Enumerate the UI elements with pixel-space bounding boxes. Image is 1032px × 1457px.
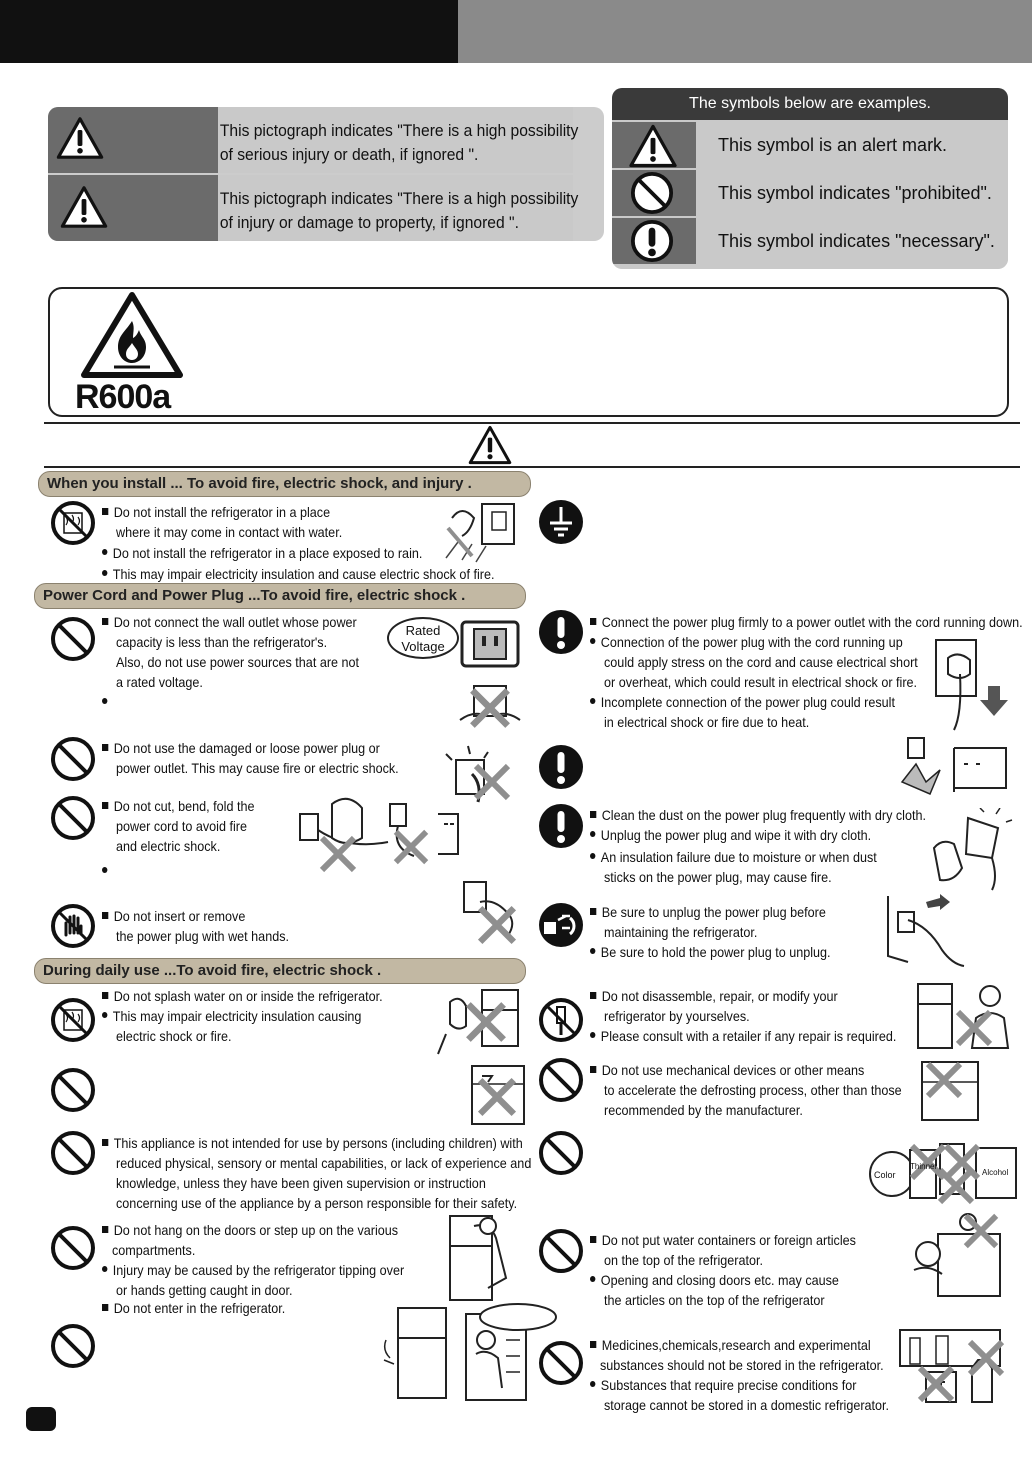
daily-item3-line4: concerning use of the appliance by a person responsible for their safety. xyxy=(116,1195,518,1211)
divider-bottom xyxy=(44,466,1020,468)
install-item-line1: Do not install the refrigerator in a place xyxy=(102,502,330,522)
daily-item3-line2: reduced physical, sensory or mental capabilities, or lack of experience and xyxy=(116,1155,532,1171)
legend-row-caution xyxy=(48,175,604,241)
rated-voltage-callout xyxy=(387,617,459,659)
necessary-icon xyxy=(538,803,584,849)
alert-icon xyxy=(628,124,678,168)
defrost-line1: Do not use mechanical devices or other means xyxy=(590,1060,864,1080)
medicines-illustration xyxy=(896,1326,1008,1408)
symbol-examples-header: The symbols below are examples. xyxy=(612,88,1008,120)
splash-water-illustration xyxy=(436,984,526,1058)
medicines-line3: Substances that require precise conditions for xyxy=(590,1375,856,1395)
repair-line3: Please consult with a retailer if any repair is required. xyxy=(590,1026,896,1046)
wet-hand-plug-illustration xyxy=(460,878,522,948)
medicines-line1: Medicines,chemicals,research and experimental xyxy=(590,1335,871,1355)
install-item-line2: where it may come in contact with water. xyxy=(116,524,343,540)
defrost-line3: recommended by the manufacturer. xyxy=(604,1102,803,1118)
page-number-tab xyxy=(26,1407,56,1431)
power-item3-bullet xyxy=(102,861,113,881)
section-power-heading: Power Cord and Power Plug ...To avoid fire, electric shock . xyxy=(34,583,526,609)
necessary-icon xyxy=(538,609,584,655)
power-item3-line3: and electric shock. xyxy=(116,838,221,854)
plug-connect-line2: Connection of the power plug with the cord running up xyxy=(590,632,903,652)
power-item3-line2: power cord to avoid fire xyxy=(116,818,247,834)
refrigerant-notice-box xyxy=(48,287,1009,417)
power-item2-line2: power outlet. This may cause fire or electric shock. xyxy=(116,760,399,776)
daily-item4-line4: or hands getting caught in door. xyxy=(116,1282,293,1298)
medicines-line2: substances should not be stored in the refrigerator. xyxy=(600,1357,884,1373)
warning-section-icon xyxy=(468,425,512,465)
appliance-in-fridge-illustration xyxy=(468,1062,528,1128)
daily-item1-line2: This may impair electricity insulation causing xyxy=(102,1006,361,1026)
power-item1-line1: Do not connect the wall outlet whose power xyxy=(102,612,357,632)
symbol-row-prohibited xyxy=(612,170,1008,216)
power-item4-line2: the power plug with wet hands. xyxy=(116,928,290,944)
warning-triangle-icon xyxy=(56,116,104,160)
power-item4-line1: Do not insert or remove xyxy=(102,906,245,926)
unplug-line1: Be sure to unplug the power plug before xyxy=(590,902,826,922)
plug-connect-line6: in electrical shock or fire due to heat. xyxy=(604,714,810,730)
flammable-warning-icon xyxy=(80,291,184,379)
section-install-heading: When you install ... To avoid fire, electric shock, and injury . xyxy=(38,471,531,497)
rated-label-line1: Rated xyxy=(405,623,441,638)
wall-outlet-illustration xyxy=(460,620,520,668)
defrost-device-illustration xyxy=(918,1058,982,1124)
hanging-on-door-illustration xyxy=(444,1212,524,1302)
repair-illustration xyxy=(912,978,1016,1052)
cleaning-plug-illustration xyxy=(928,808,1014,892)
symbol-prohibited-text: This symbol indicates "prohibited". xyxy=(696,170,1008,216)
prohibited-icon xyxy=(538,1340,584,1386)
prohibited-icon xyxy=(50,1225,96,1271)
prohibited-icon xyxy=(50,1323,96,1369)
divider-top xyxy=(44,422,1020,424)
unplug-line3: Be sure to hold the power plug to unplug. xyxy=(590,942,831,962)
prohibited-icon xyxy=(50,616,96,662)
unplug-line2: maintaining the refrigerator. xyxy=(604,924,758,940)
plug-clean-line4: sticks on the power plug, may cause fire. xyxy=(604,869,832,885)
plug-clean-line2: Unplug the power plug and wipe it with dry cloth. xyxy=(590,825,871,845)
symbol-necessary-text: This symbol indicates "necessary". xyxy=(696,218,1008,264)
top-items-line2: on the top of the refrigerator. xyxy=(604,1252,764,1268)
top-items-line4: the articles on the top of the refrigerator xyxy=(604,1292,825,1308)
multi-plug-illustration xyxy=(458,680,522,734)
plug-clean-line3: An insulation failure due to moisture or when dust xyxy=(590,847,877,867)
power-item1-bullet xyxy=(102,692,113,712)
repair-line1: Do not disassemble, repair, or modify your xyxy=(590,986,838,1006)
product-label-color: Color xyxy=(874,1170,896,1180)
prohibited-icon xyxy=(538,1228,584,1274)
plug-cord-down-illustration xyxy=(930,632,1010,732)
necessary-icon xyxy=(538,744,584,790)
legend-row-warning xyxy=(48,107,604,173)
repair-line2: refrigerator by yourselves. xyxy=(604,1008,750,1024)
rain-outlet-illustration xyxy=(442,498,522,566)
install-item-line3: Do not install the refrigerator in a place exposed to rain. xyxy=(102,543,422,563)
power-item1-line2: capacity is less than the refrigerator's. xyxy=(116,634,328,650)
plug-connect-line5: Incomplete connection of the power plug could result xyxy=(590,692,895,712)
prohibited-icon xyxy=(50,795,96,841)
no-wet-hands-icon xyxy=(50,903,96,949)
rated-label-line2: Voltage xyxy=(401,639,445,654)
caution-triangle-icon xyxy=(60,185,108,229)
unplug-icon xyxy=(538,902,584,948)
items-on-top-illustration xyxy=(904,1208,1010,1298)
symbol-row-necessary xyxy=(612,218,1008,264)
section-daily-heading: During daily use ...To avoid fire, electric shock . xyxy=(34,958,526,984)
power-item1-line3: Also, do not use power sources that are not xyxy=(116,654,360,670)
no-water-icon xyxy=(50,500,96,546)
necessary-icon xyxy=(630,219,674,263)
prohibited-icon xyxy=(630,171,674,215)
legend-caution-line2: of injury or damage to property, if ignored ". xyxy=(219,213,519,232)
legend-warning-line2: of serious injury or death, if ignored ". xyxy=(219,145,479,164)
daily-item4-line3: Injury may be caused by the refrigerator tipping over xyxy=(102,1260,404,1280)
power-item1-line4: a rated voltage. xyxy=(116,674,203,690)
symbol-examples xyxy=(612,88,1008,269)
power-item2-line1: Do not use the damaged or loose power plug or xyxy=(102,738,380,758)
daily-item4-line5: Do not enter in the refrigerator. xyxy=(102,1298,285,1318)
plug-connect-line4: or overheat, which could result in electrical shock or fire. xyxy=(604,674,918,690)
header-bar-dark xyxy=(0,0,458,63)
speech-balloon xyxy=(478,1302,558,1332)
symbol-row-alert xyxy=(612,122,1008,168)
product-label-alcohol: Alcohol xyxy=(982,1168,1009,1177)
daily-item4-line2: compartments. xyxy=(112,1242,196,1258)
product-label-thinner: Thinner xyxy=(910,1162,938,1171)
prohibited-icon xyxy=(50,736,96,782)
daily-item3-line1: This appliance is not intended for use by persons (including children) with xyxy=(102,1133,523,1153)
daily-item1-line3: electric shock or fire. xyxy=(116,1028,232,1044)
legend-caution-line1: This pictograph indicates "There is a high possibility xyxy=(219,189,579,208)
no-disassemble-icon xyxy=(538,997,584,1043)
prohibited-icon xyxy=(50,1067,96,1113)
symbol-alert-text: This symbol is an alert mark. xyxy=(696,122,1008,168)
ground-icon xyxy=(538,499,584,545)
power-item3-line1: Do not cut, bend, fold the xyxy=(102,796,255,816)
plug-connect-line3: could apply stress on the cord and cause electrical short xyxy=(604,654,918,670)
unplug-hand-illustration xyxy=(884,894,984,968)
top-items-line3: Opening and closing doors etc. may cause xyxy=(590,1270,839,1290)
prohibited-icon xyxy=(50,1130,96,1176)
daily-item4-line1: Do not hang on the doors or step up on the various xyxy=(102,1220,398,1240)
install-item-line4: This may impair electricity insulation and cause electric shock of fire. xyxy=(102,564,494,584)
prohibited-icon xyxy=(538,1057,584,1103)
no-water-icon xyxy=(50,997,96,1043)
loose-plug-illustration xyxy=(900,734,1014,800)
plug-connect-line1: Connect the power plug firmly to a power outlet with the cord running down. xyxy=(590,612,1023,632)
header-bar-gray xyxy=(458,0,1032,63)
medicines-line4: storage cannot be stored in a domestic refrigerator. xyxy=(604,1397,890,1413)
refrigerant-label: R600a xyxy=(75,378,171,416)
legend-warning-line1: This pictograph indicates "There is a high possibility xyxy=(219,121,579,140)
plug-clean-line1: Clean the dust on the power plug frequently with dry cloth. xyxy=(590,805,926,825)
daily-item1-line1: Do not splash water on or inside the refrigerator. xyxy=(102,986,383,1006)
top-items-line1: Do not put water containers or foreign articles xyxy=(590,1230,856,1250)
pictograph-legend xyxy=(48,107,604,241)
defrost-line2: to accelerate the defrosting process, other than those xyxy=(604,1082,902,1098)
daily-item3-line3: knowledge, unless they have been given supervision or instruction xyxy=(116,1175,486,1191)
bent-cord-illustration xyxy=(298,794,476,876)
prohibited-icon xyxy=(538,1130,584,1176)
